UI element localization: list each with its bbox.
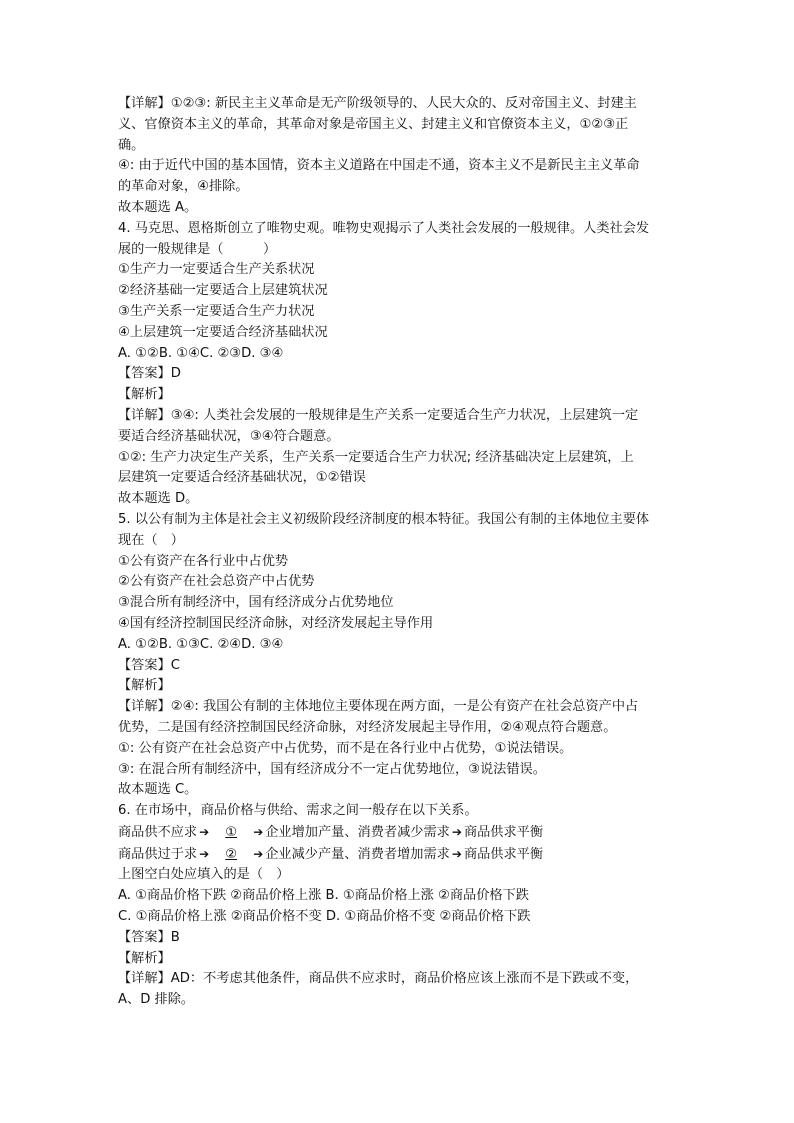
- text-line-q4o1: ①生产力一定要适合生产关系状况: [118, 262, 315, 278]
- flow-blank: ②: [225, 846, 238, 862]
- text-line-q6d2: A、D 排除。: [118, 992, 195, 1008]
- text-line-q5o3: ③混合所有制经济中，国有经济成分占优势地位: [118, 595, 394, 611]
- text-line-q4c: A. ①②B. ①④C. ②③D. ③④: [118, 345, 284, 361]
- text-line-a4: ④: 由于近代中国的基本国情，资本主义道路在中国走不通，资本主义不是新民主主义革命: [118, 158, 640, 174]
- flow-row: [118, 822, 688, 844]
- text-line-a2: 义、官僚资本主义的革命，其革命对象是帝国主义、封建主义和官僚资本主义，①②③正: [118, 116, 629, 132]
- text-line-q6c2: C. ①商品价格上涨 ②商品价格不变 D. ①商品价格不变 ②商品价格下跌: [118, 909, 531, 925]
- flow-mid: 企业增加产量、消费者减少需求: [265, 824, 450, 840]
- arrow-right-icon: ➔: [253, 824, 264, 839]
- text-line-q4d5: 故本题选 D。: [118, 491, 199, 507]
- text-line-q5b: 现在（ ）: [118, 532, 184, 548]
- text-line-q6ans: 【答案】B: [118, 929, 180, 945]
- text-line-q4o2: ②经济基础一定要适合上层建筑状况: [118, 283, 328, 299]
- flow-row: [118, 844, 688, 866]
- flow-blank: ①: [225, 824, 238, 840]
- flow-diagram: [118, 822, 688, 866]
- text-line-q4b: 展的一般规律是（ ）: [118, 241, 277, 257]
- arrow-right-icon: ➔: [199, 846, 210, 861]
- text-line-q4ans: 【答案】D: [118, 366, 181, 382]
- text-line-q6a: 6. 在市场中，商品价格与供给、需求之间一般存在以下关系。: [118, 803, 478, 819]
- text-line-q5c: A. ①②B. ①③C. ②④D. ③④: [118, 636, 284, 652]
- text-line-q5o1: ①公有资产在各行业中占优势: [118, 553, 289, 569]
- text-line-q4d2: 要适合经济基础状况，③④符合题意。: [118, 428, 340, 444]
- text-line-q6d1: 【详解】AD：不考虑其他条件，商品供不应求时，商品价格应该上涨而不是下跌或不变，: [118, 971, 639, 987]
- text-block-upper: [118, 94, 688, 822]
- text-line-q4d3: ①②: 生产力决定生产关系，生产关系一定要适合生产力状况; 经济基础决定上层建筑，上: [118, 449, 634, 465]
- text-line-q5d1: 【详解】②④: 我国公有制的主体地位主要体现在两方面，一是公有资产在社会总资产中占: [118, 699, 639, 715]
- flow-start: 商品供过于求: [118, 846, 198, 862]
- text-line-a3: 确。: [118, 137, 145, 153]
- text-line-q5a: 5. 以公有制为主体是社会主义初级阶段经济制度的根本特征。我国公有制的主体地位主要体: [118, 511, 650, 527]
- text-line-a1: 【详解】①②③: 新民主主义革命是无产阶级领导的、人民大众的、反对帝国主义、封建主: [118, 96, 637, 111]
- flow-mid: 企业减少产量、消费者增加需求: [265, 846, 450, 862]
- document-page: [118, 94, 688, 1011]
- arrow-right-icon: ➔: [199, 824, 210, 839]
- text-line-q4d1: 【详解】③④: 人类社会发展的一般规律是生产关系一定要适合生产力状况，上层建筑一定: [118, 407, 639, 423]
- text-line-a5: 的革命对象，④排除。: [118, 179, 249, 195]
- flow-end: 商品供求平衡: [463, 846, 544, 862]
- flow-end: 商品供求平衡: [463, 824, 544, 840]
- arrow-right-icon: ➔: [451, 824, 462, 839]
- text-line-q5jx: 【解析】: [118, 678, 171, 694]
- text-line-q5ans: 【答案】C: [118, 657, 180, 673]
- text-line-q4jx: 【解析】: [118, 387, 171, 403]
- text-line-q5o2: ②公有资产在社会总资产中占优势: [118, 574, 315, 590]
- text-block-lower: [118, 865, 688, 1011]
- text-line-q6jx: 【解析】: [118, 950, 171, 966]
- arrow-right-icon: ➔: [253, 846, 264, 861]
- flow-start: 商品供不应求: [118, 824, 198, 840]
- text-line-q4o4: ④上层建筑一定要适合经济基础状况: [118, 324, 328, 340]
- text-line-q5d5: 故本题选 C。: [118, 782, 198, 798]
- text-line-q5d2: 优势，二是国有经济控制国民经济命脉，对经济发展起主导作用，②④观点符合题意。: [118, 719, 617, 735]
- text-line-q5o4: ④国有经济控制国民经济命脉，对经济发展起主导作用: [118, 615, 434, 631]
- text-line-q4o3: ③生产关系一定要适合生产力状况: [118, 303, 315, 319]
- text-line-q5d3: ①: 公有资产在社会总资产中占优势，而不是在各行业中占优势，①说法错误。: [118, 740, 573, 756]
- text-line-q5d4: ③: 在混合所有制经济中，国有经济成分不一定占优势地位，③说法错误。: [118, 761, 546, 777]
- text-line-q6b: 上图空白处应填入的是（ ）: [118, 867, 290, 883]
- text-line-a6: 故本题选 A。: [118, 199, 198, 215]
- text-line-q6c1: A. ①商品价格下跌 ②商品价格上涨 B. ①商品价格上涨 ②商品价格下跌: [118, 888, 529, 904]
- text-line-q4a: 4. 马克思、恩格斯创立了唯物史观。唯物史观揭示了人类社会发展的一般规律。人类社会发: [118, 220, 650, 236]
- arrow-right-icon: ➔: [451, 846, 462, 861]
- text-line-q4d4: 层建筑一定要适合经济基础状况，①②错误: [118, 470, 366, 486]
